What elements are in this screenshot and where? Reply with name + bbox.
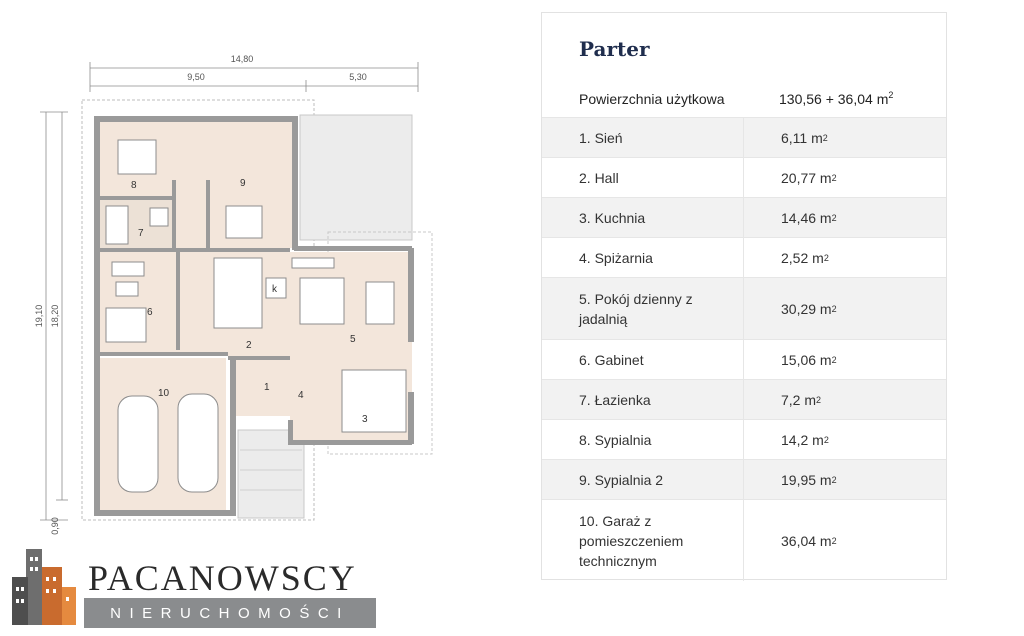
room-number-9: 9 <box>240 178 246 189</box>
room-number-10: 10 <box>158 388 170 399</box>
building-icon <box>8 543 80 633</box>
summary-row <box>579 91 939 107</box>
room-area: 30,29 m 2 <box>781 300 837 317</box>
room-row <box>542 339 946 379</box>
room-label-k: k <box>272 284 277 295</box>
logo-name: PACANOWSCY <box>88 558 357 598</box>
area-card <box>541 12 947 580</box>
room-row <box>542 499 946 581</box>
room-number-1: 1 <box>264 382 270 393</box>
room-area: 15,06 m 2 <box>781 351 837 368</box>
room-number-7: 7 <box>138 228 144 239</box>
room-number-8: 8 <box>131 180 137 191</box>
dim-front-depth: 0,90 <box>50 517 60 535</box>
room-name: 4. Spiżarnia <box>542 238 744 277</box>
room-number-3: 3 <box>362 414 368 425</box>
room-number-5: 5 <box>350 334 356 345</box>
room-row <box>542 277 946 339</box>
room-name: 2. Hall <box>542 158 744 197</box>
room-row <box>542 197 946 237</box>
logo-subtitle-bar <box>84 598 376 628</box>
room-name: 3. Kuchnia <box>542 198 744 237</box>
dim-total-depth: 19,10 <box>34 304 44 328</box>
card-title: Parter <box>579 37 650 61</box>
room-area: 7,2 m 2 <box>781 391 822 408</box>
room-name: 9. Sypialnia 2 <box>542 460 744 499</box>
room-row <box>542 237 946 277</box>
room-name: 5. Pokój dzienny z jadalnią <box>542 278 744 339</box>
room-row <box>542 117 946 157</box>
room-row <box>542 379 946 419</box>
dim-left-width: 9,50 <box>187 72 205 82</box>
dim-right-width: 5,30 <box>349 72 367 82</box>
room-row <box>542 157 946 197</box>
room-number-2: 2 <box>246 340 252 351</box>
room-row <box>542 459 946 499</box>
dim-total-width: 14,80 <box>230 54 254 64</box>
room-area: 14,2 m 2 <box>781 431 829 448</box>
room-area: 6,11 m 2 <box>781 129 828 146</box>
logo-subtitle: NIERUCHOMOŚCI <box>110 604 350 622</box>
room-name: 10. Garaż z pomieszczeniem technicznym <box>542 500 744 581</box>
room-name: 1. Sień <box>542 118 744 157</box>
summary-label: Powierzchnia użytkowa <box>579 91 725 107</box>
room-row <box>542 419 946 459</box>
room-list <box>542 117 946 581</box>
room-number-6: 6 <box>147 307 153 318</box>
room-name: 7. Łazienka <box>542 380 744 419</box>
room-name: 6. Gabinet <box>542 340 744 379</box>
company-logo <box>8 543 376 633</box>
room-area: 14,46 m 2 <box>781 209 837 226</box>
room-name: 8. Sypialnia <box>542 420 744 459</box>
room-number-4: 4 <box>298 390 304 401</box>
summary-value: 130,56 + 36,04 $m^2$ <box>779 90 894 107</box>
room-area: 36,04 m 2 <box>781 532 837 549</box>
room-area: 19,95 m 2 <box>781 471 837 488</box>
dim-inner-depth: 18,20 <box>50 304 60 328</box>
room-area: 2,52 m 2 <box>781 249 829 266</box>
room-area: 20,77 m 2 <box>781 169 837 186</box>
